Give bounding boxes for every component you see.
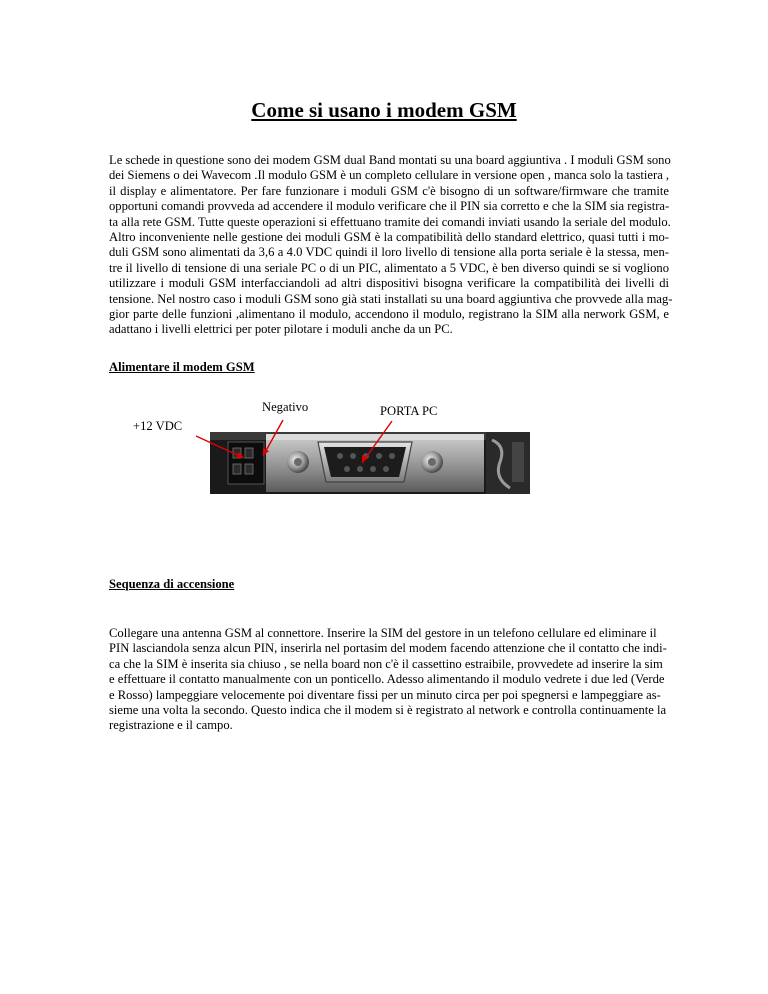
accensione-paragraph — [109, 626, 669, 734]
accensione-line: PIN lasciandola senza alcun PIN, inserirla nel portasim del modem facendo attenzione che il contatto che indi- — [109, 641, 667, 656]
connector-photo — [210, 432, 530, 494]
label-porta-pc: PORTA PC — [380, 404, 438, 418]
intro-line: duli GSM sono alimentati da 3,6 a 4.0 VDC quindi il loro livello di tensione alla porta seriale è la stessa, men- — [109, 245, 669, 260]
accensione-line: ca che la SIM è inserita sia chiuso , se nella board non c'è il cassettino estraibile, provvedete ad inserire la sim — [109, 656, 663, 671]
label-12vdc: +12 VDC — [133, 419, 183, 433]
intro-line: tre il livello di tensione di una seriale PC o di un PIC, alimentato a 5 VDC, è ben diverso quindi se si vogliono — [109, 260, 669, 275]
intro-line: Le schede in questione sono dei modem GSM dual Band montati su una board aggiuntiva . I moduli GSM sono — [109, 153, 671, 167]
intro-line: utilizzare i moduli GSM interfacciandoli ad altri dispositivi bisogna verificare la compatibilità dei livelli di — [109, 276, 669, 291]
intro-line: adattano i livelli elettrici per poter pilotare i moduli anche da un PC. — [109, 322, 453, 337]
section-heading-accensione: Sequenza di accensione — [109, 577, 235, 591]
page-title: Come si usano i modem GSM — [251, 98, 517, 122]
intro-line: opportuni comandi provveda ad accendere il modulo verificare che il PIN sia corretto e che la SIM sia registra- — [109, 199, 670, 214]
intro-line: gior parte delle funzioni ,alimentano il modulo, accendono il modulo, registrano la SIM alla nerwork GSM, e — [109, 307, 669, 322]
intro-line: dei Siemens o dei Wavecom .Il modulo GSM è un completo cellulare in versione open , manca solo la tastiera , — [109, 168, 670, 183]
intro-paragraph — [109, 153, 673, 338]
accensione-line: e effettuare il contatto manualmente con un ponticello. Adesso alimentando il modulo vedrete i due led (Verde — [109, 672, 665, 687]
accensione-line: Collegare una antenna GSM al connettore. Inserire la SIM del gestore in un telefono cellulare ed eliminare il — [109, 626, 657, 640]
intro-line: Altro inconveniente nelle gestione dei moduli GSM è la compatibilità dello standard elettrico, quasi tutti i mo- — [109, 230, 669, 245]
intro-line: ta alla rete GSM. Tutte queste operazioni si effettuano tramite dei comandi inviati usando la seriale del modulo. — [109, 214, 671, 229]
intro-line: tensione. Nel nostro caso i moduli GSM sono già stati installati su una board aggiuntiva che provvede alla mag- — [109, 291, 673, 306]
section-heading-alimentare: Alimentare il modem GSM — [109, 360, 255, 374]
label-negativo: Negativo — [262, 400, 309, 414]
accensione-line: registrazione e il campo. — [109, 718, 233, 733]
accensione-line: e Rosso) lampeggiare velocemente poi diventare fissi per un minuto circa per poi spegnersi e lampeggiare as- — [109, 687, 661, 702]
accensione-line: sieme una volta la secondo. Questo indica che il modem si è registrato al network e controlla continuamente la — [109, 703, 667, 718]
intro-line: il display e alimentatore. Per fare funzionare i moduli GSM c'è bisogno di un software/firmware che tramite — [109, 183, 669, 198]
